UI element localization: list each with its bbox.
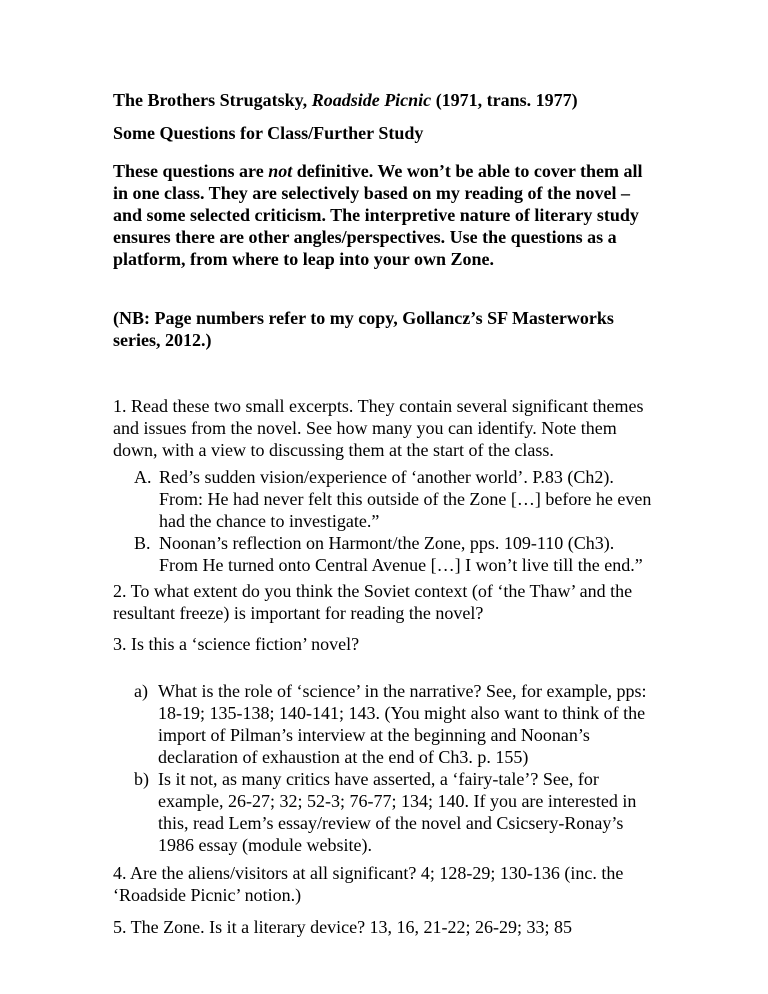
question-3: 3. Is this a ‘science fiction’ novel? [113,634,360,654]
sub-item-marker: B. [134,533,151,553]
page-note: (NB: Page numbers refer to my copy, Gollancz’s SF Masterworks series, 2012.) [113,308,614,350]
question-1: 1. Read these two small excerpts. They contain several significant themes and issues from the novel. See how many you can identify. Note them down, with a view to discussing them at the start of the class. [113,396,644,460]
sub-item-3b [134,768,654,856]
sub-item-a [134,466,654,532]
intro-paragraph: These questions are not definitive. We won’t be able to cover them all in one class. They are selectively based on my reading of the novel – and some selected criticism. The interpretive nature of literary study ensures there are other angles/perspectives. Use the questions as a platform, from where to leap into your own Zone. [113,161,643,269]
document-subtitle: Some Questions for Class/Further Study [113,123,424,143]
sub-item-marker: b) [134,769,149,789]
sub-item-3a [134,680,654,768]
book-title: Roadside Picnic [311,90,432,110]
emphasis-not: not [268,161,293,181]
sub-item-text: Red’s sudden vision/experience of ‘another world’. P.83 (Ch2). From: He had never felt this outside of the Zone […] before he even had the chance to investigate.” [159,467,652,531]
sub-item-text: What is the role of ‘science’ in the narrative? See, for example, pps: 18-19; 135-138; 140-141; 143. (You might also want to think of the import of Pilman’s interview at the beginning and Noonan’s declaration of exhaustion at the end of Ch3. p. 155) [158,681,647,767]
document-title: The Brothers Strugatsky, Roadside Picnic (1971, trans. 1977) [113,90,578,110]
sub-item-text: Is it not, as many critics have asserted, a ‘fairy-tale’? See, for example, 26-27; 32; 52-3; 76-77; 134; 140. If you are interested in this, read Lem’s essay/review of the novel and Csicsery-Ronay’s 1986 essay (module website). [158,769,637,855]
question-5: 5. The Zone. Is it a literary device? 13, 16, 21-22; 26-29; 33; 85 [113,917,573,937]
question-2: 2. To what extent do you think the Soviet context (of ‘the Thaw’ and the resultant freeze) is important for reading the novel? [113,581,633,623]
sub-item-marker: A. [134,467,152,487]
sub-item-b [134,532,654,576]
question-4: 4. Are the aliens/visitors at all significant? 4; 128-29; 130-136 (inc. the ‘Roadside Picnic’ notion.) [113,863,624,905]
sub-item-marker: a) [134,681,148,701]
sub-item-text: Noonan’s reflection on Harmont/the Zone, pps. 109-110 (Ch3). From He turned onto Central Avenue […] I won’t live till the end.” [159,533,643,575]
